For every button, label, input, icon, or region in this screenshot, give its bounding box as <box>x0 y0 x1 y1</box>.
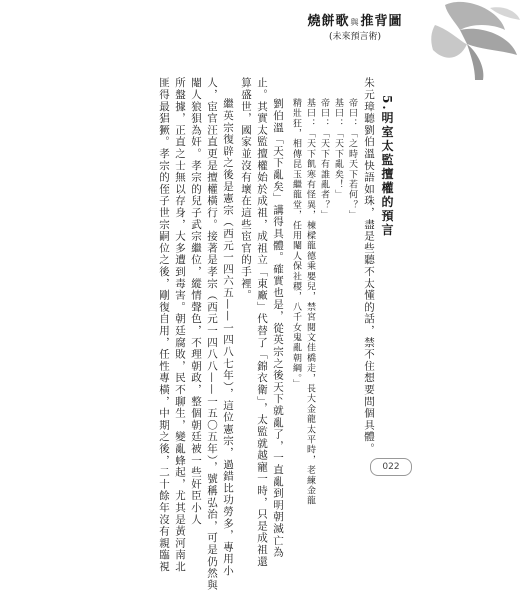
page-number: 022 <box>370 458 412 476</box>
text-column: 人，宦官汪直更是擅權橫行。接著是孝宗（西元一四八八——一五〇五年），號稱弘治，可是仍然與 <box>206 77 218 591</box>
text-column: 閹人狼狽為奸。孝宗的兒子武宗繼位，縱情聲色，不理朝政，整個朝廷被一些奸臣小人 <box>190 77 202 526</box>
header-title-connector: 與 <box>350 18 360 27</box>
text-column: 帝曰：「天下有誰亂者？」 <box>319 98 329 221</box>
text-column: 匪得最猖獗。孝宗的侄子世宗嗣位之後，剛復自用，任性專橫，中期之後，二十餘年沒有親臨視 <box>158 77 170 573</box>
text-column: 止。其實太監擅權始於成祖，成祖立「東廠」代替了「錦衣衛」，太監就越寵一時，只是成祖還 <box>256 77 268 568</box>
text-column: 算盛世，國家並沒有壞在這些宦官的手裡。 <box>240 77 252 302</box>
text-column: 所盤據，正直之士無以存身，大多遭到毒害。朝廷腐敗，民不聊生，變亂蜂起，尤其是黃河南北 <box>174 77 186 573</box>
text-column: 精壯狂，相傳昆玉繼龍堂，任用閹人保社稷，八千女鬼亂朝綱。」 <box>291 98 301 390</box>
header-title-part1: 燒餅歌 <box>307 14 350 29</box>
text-column: 朱元璋聽劉伯溫快語如珠，盡是些聽不太懂的話，禁不住想要問個具體。 <box>363 77 375 455</box>
ink-flower-decoration <box>405 0 520 80</box>
header-title-part2: 推背圖 <box>360 14 403 29</box>
section-heading: 5.明室太監擅權的預言 <box>380 95 394 238</box>
text-column: 基曰：「天下飢寒有怪異，棟樑龍德乘嬰兒，禁宮閱文佳橋走，長大金龍太平時，老練金龍 <box>305 98 315 506</box>
running-header-subtitle: (未來預言術) <box>328 32 382 42</box>
text-column: 劉伯溫「天下亂矣」講得具體。確實也是，從英宗之後天下就亂了，一直亂到明朝滅亡為 <box>272 98 284 559</box>
text-column: 帝曰：「之時天下若何？」 <box>347 98 357 221</box>
text-column: 繼英宗復辟之後是憲宗（西元一四六五——一四八七年），這位憲宗，過錯比功勞多，專用小 <box>222 98 234 577</box>
text-column: 基曰：「天下亂矣！」 <box>333 98 343 200</box>
